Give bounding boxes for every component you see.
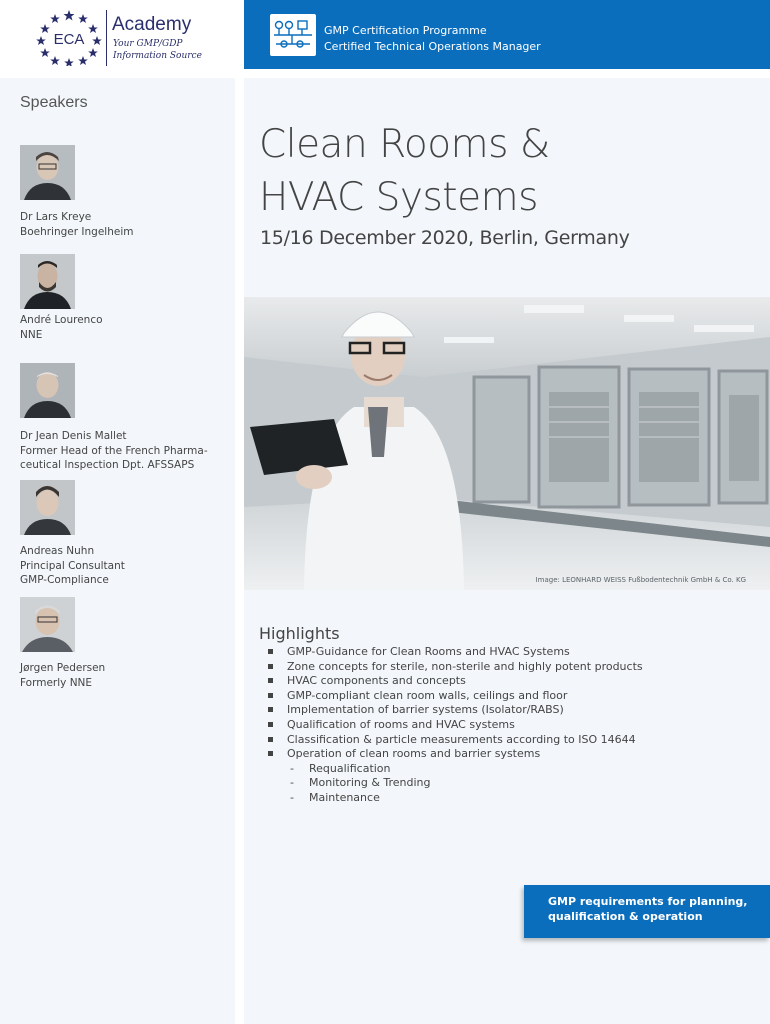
speaker-card [20,363,235,473]
speaker-card [20,145,235,239]
square-bullet-icon [268,737,273,742]
square-bullet-icon [268,693,273,698]
programme-title: GMP Certification Programme [324,24,487,37]
sublist-item [290,762,643,777]
image-credit: Image: LEONHARD WEISS Fußbodentechnik GmbH & Co. KG [535,576,746,584]
list-item-text: GMP-compliant clean room walls, ceilings and floor [287,688,568,702]
list-item [268,703,643,718]
dash-bullet-icon: - [290,790,294,804]
callout-line2: qualification & operation [548,910,703,923]
square-bullet-icon [268,678,273,683]
sublist-item [290,791,643,806]
speaker-card [20,254,235,342]
logo-mark-text: ECA [53,31,85,48]
speaker-photo [20,597,75,652]
list-item [268,660,643,675]
square-bullet-icon [268,664,273,669]
event-title-line2: HVAC Systems [259,175,538,220]
logo-name: Academy [112,14,192,35]
speaker-card [20,480,235,588]
speaker-photo [20,145,75,200]
highlights-list [268,645,643,806]
logo-tagline [113,38,202,62]
speaker-affiliation: Principal Consultant [20,559,125,572]
speaker-affiliation: ceutical Inspection Dpt. AFSSAPS [20,459,195,471]
hvac-diagram-icon [270,14,316,56]
eca-academy-logo [36,8,226,66]
event-title [259,118,550,224]
list-item [268,674,643,689]
sublist-item-text: Maintenance [309,790,380,804]
speaker-photo [20,254,75,309]
logo-divider [106,10,107,66]
speakers-heading: Speakers [20,94,88,111]
square-bullet-icon [268,707,273,712]
list-item [268,733,643,748]
dash-bullet-icon: - [290,761,294,775]
list-item [268,645,643,660]
speaker-affiliation: Boehringer Ingelheim [20,225,134,238]
list-item-text: Implementation of barrier systems (Isolator/RABS) [287,703,564,717]
hero-image [244,297,770,590]
square-bullet-icon [268,649,273,654]
dash-bullet-icon: - [290,776,294,790]
callout-line1: GMP requirements for planning, [548,895,748,908]
speaker-affiliation: Formerly NNE [20,676,93,689]
list-item-text: HVAC components and concepts [287,674,466,688]
list-item [268,747,643,805]
speaker-name: Jørgen Pedersen [20,662,106,674]
event-date: 15/16 December 2020, Berlin, Germany [260,227,630,249]
list-item-text: Qualification of rooms and HVAC systems [287,717,515,731]
list-item [268,718,643,733]
highlights-sublist [290,762,643,806]
programme-subtitle: Certified Technical Operations Manager [324,40,541,53]
sublist-item-text: Monitoring & Trending [309,776,431,790]
list-item-text: Operation of clean rooms and barrier systems [287,747,541,761]
speaker-name: Dr Jean Denis Mallet [20,430,127,442]
speaker-photo [20,363,75,418]
sublist-item [290,776,643,791]
speaker-name: Dr Lars Kreye [20,211,92,223]
cleanroom-photo-illustration [244,297,770,590]
speaker-card [20,597,235,690]
callout-text [548,894,747,924]
speaker-affiliation: NNE [20,328,43,341]
programme-header [244,0,770,69]
speaker-affiliation: GMP-Compliance [20,574,109,586]
list-item-text: Classification & particle measurements according to ISO 14644 [287,732,636,746]
speaker-name: Andreas Nuhn [20,545,95,557]
highlights-heading: Highlights [259,624,340,643]
event-title-line1: Clean Rooms & [259,122,550,167]
square-bullet-icon [268,751,273,756]
speaker-affiliation: Former Head of the French Pharma- [20,444,208,457]
logo-tagline-line2: Information Source [113,51,202,61]
list-item [268,689,643,704]
speaker-photo [20,480,75,535]
list-item-text: Zone concepts for sterile, non-sterile and highly potent products [287,659,643,673]
logo-tagline-line1: Your GMP/GDP [113,39,183,49]
square-bullet-icon [268,722,273,727]
sublist-item-text: Requalification [309,761,391,775]
speaker-name: André Lourenco [20,314,103,326]
callout-box [524,885,770,938]
list-item-text: GMP-Guidance for Clean Rooms and HVAC Systems [287,645,570,658]
eu-stars-logo-icon [36,8,102,66]
